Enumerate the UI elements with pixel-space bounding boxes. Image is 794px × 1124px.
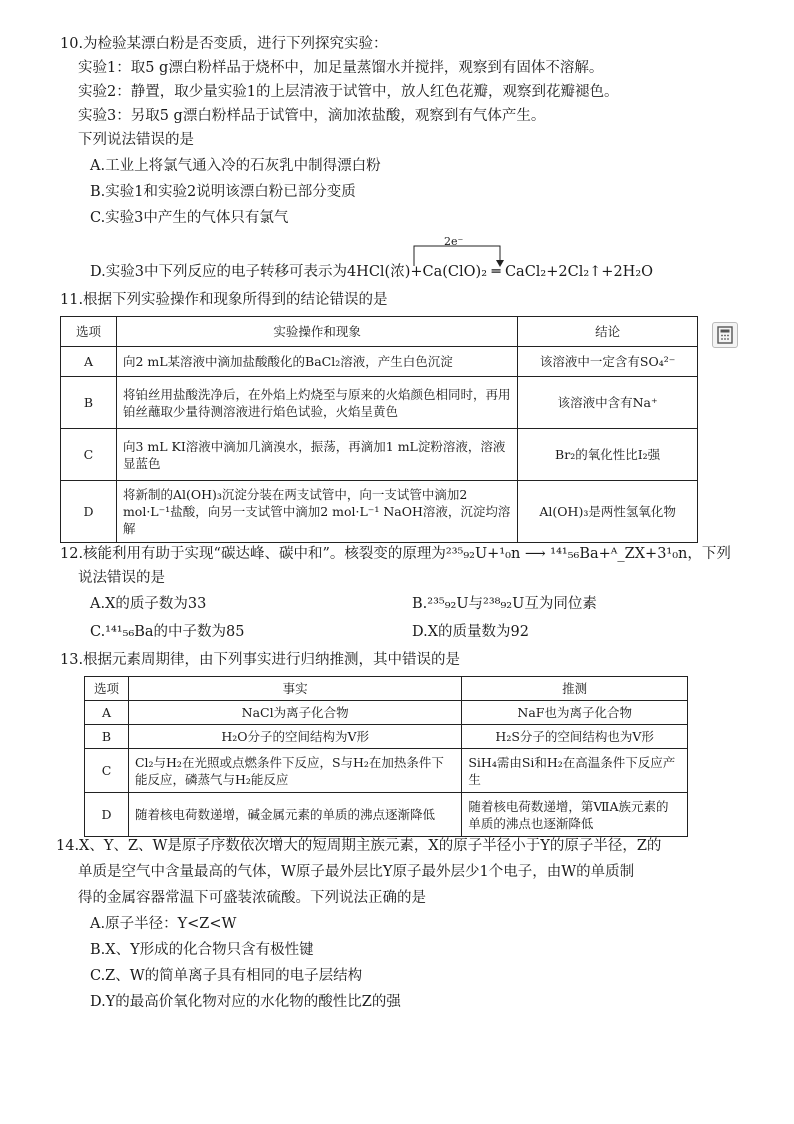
- q12-option-a: A.X的质子数为33: [90, 596, 207, 612]
- q10-exp3: 实验3：另取5 g漂白粉样品于试管中，滴加浓盐酸，观察到有气体产生。: [78, 108, 546, 124]
- q13-header-fact: 事实: [128, 677, 461, 701]
- q11-header-conclusion: 结论: [518, 317, 698, 347]
- q13-row-c-fact: Cl₂与H₂在光照或点燃条件下反应，S与H₂在加热条件下能反应，磷蒸气与H₂能反应: [128, 749, 461, 793]
- q11-row-b-conclusion: 该溶液中含有Na⁺: [518, 377, 698, 429]
- q14-option-a: A.原子半径：Y<Z<W: [90, 916, 237, 932]
- q13-row-d-fact: 随着核电荷数递增，碱金属元素的单质的沸点逐渐降低: [128, 793, 461, 837]
- q13-row-d-guess: 随着核电荷数递增，第ⅦA族元素的单质的沸点也逐渐降低: [462, 793, 688, 837]
- q14-option-c: C.Z、W的简单离子具有相同的电子层结构: [90, 968, 363, 984]
- q13-row-b-fact: H₂O分子的空间结构为V形: [128, 725, 461, 749]
- q10-option-b: B.实验1和实验2说明该漂白粉已部分变质: [90, 184, 356, 200]
- q14-stem-line3: 得的金属容器常温下可盛装浓硫酸。下列说法正确的是: [78, 890, 426, 906]
- table-row: [61, 429, 698, 481]
- q13-stem: 13.根据元素周期律，由下列事实进行归纳推测，其中错误的是: [60, 652, 461, 668]
- q12-option-d: D.X的质量数为92: [412, 624, 529, 640]
- q14-option-d: D.Y的最高价氧化物对应的水化物的酸性比Z的强: [90, 994, 401, 1010]
- q10-exp1: 实验1：取5 g漂白粉样品于烧杯中，加足量蒸馏水并搅拌，观察到有固体不溶解。: [78, 60, 604, 76]
- table-row: [85, 701, 688, 725]
- q11-row-a-conclusion: 该溶液中一定含有SO₄²⁻: [518, 347, 698, 377]
- q11-row-d-conclusion: Al(OH)₃是两性氢氧化物: [518, 481, 698, 543]
- q10-option-d: [90, 262, 653, 282]
- q13-table-header: [85, 677, 688, 701]
- q10-stem: 10.为检验某漂白粉是否变质，进行下列探究实验：: [60, 36, 388, 52]
- q14-option-b: B.X、Y形成的化合物只含有极性键: [90, 942, 314, 958]
- q11-row-c-option: C: [61, 429, 117, 481]
- q12-stem-continued: 说法错误的是: [78, 570, 165, 586]
- q12-option-c: C.¹⁴¹₅₆Ba的中子数为85: [90, 624, 245, 640]
- q11-row-a-option: A: [61, 347, 117, 377]
- q13-row-b-option: B: [85, 725, 129, 749]
- q13-table: [84, 676, 688, 837]
- q13-row-a-option: A: [85, 701, 129, 725]
- q10-option-a: A.工业上将氯气通入冷的石灰乳中制得漂白粉: [90, 158, 381, 174]
- q14-stem-line2: 单质是空气中含量最高的气体，W原子最外层比Y原子最外层少1个电子，由W的单质制: [78, 864, 635, 880]
- q11-row-b-operation: 将铂丝用盐酸洗净后，在外焰上灼烧至与原来的火焰颜色相同时，再用铂丝蘸取少量待测溶液进行焰色试验，火焰呈黄色: [116, 377, 517, 429]
- q11-row-d-option: D: [61, 481, 117, 543]
- q11-table: [60, 316, 698, 543]
- table-row: [85, 725, 688, 749]
- q13-header-option: 选项: [85, 677, 129, 701]
- table-row: [61, 347, 698, 377]
- q13-header-guess: 推测: [462, 677, 688, 701]
- q11-row-b-option: B: [61, 377, 117, 429]
- q13-row-c-guess: SiH₄需由Si和H₂在高温条件下反应产生: [462, 749, 688, 793]
- q13-row-c-option: C: [85, 749, 129, 793]
- q10-exp2: 实验2：静置，取少量实验1的上层清液于试管中，放人红色花瓣，观察到花瓣褪色。: [78, 84, 619, 100]
- q11-row-a-operation: 向2 mL某溶液中滴加盐酸酸化的BaCl₂溶液，产生白色沉淀: [116, 347, 517, 377]
- calculator-icon[interactable]: [712, 322, 738, 348]
- q13-row-a-fact: NaCl为离子化合物: [128, 701, 461, 725]
- q12-stem: 12.核能利用有助于实现“碳达峰、碳中和”。核裂变的原理为²³⁵₉₂U+¹₀n ⟶ ¹⁴¹₅₆Ba+ᴬ_ZX+3¹₀n，下列: [60, 546, 731, 562]
- q13-row-b-guess: H₂S分子的空间结构也为V形: [462, 725, 688, 749]
- q13-row-d-option: D: [85, 793, 129, 837]
- table-row: [61, 481, 698, 543]
- q11-header-option: 选项: [61, 317, 117, 347]
- q11-header-operation: 实验操作和现象: [116, 317, 517, 347]
- q10-ask: 下列说法错误的是: [78, 132, 194, 148]
- table-row: [85, 749, 688, 793]
- table-row: [61, 377, 698, 429]
- q11-row-c-operation: 向3 mL KI溶液中滴加几滴溴水，振荡，再滴加1 mL淀粉溶液，溶液显蓝色: [116, 429, 517, 481]
- electron-transfer-label: 2e⁻: [444, 235, 464, 248]
- q13-row-a-guess: NaF也为离子化合物: [462, 701, 688, 725]
- q14-stem-line1: 14.X、Y、Z、W是原子序数依次增大的短周期主族元素，X的原子半径小于Y的原子半径，Z的: [56, 838, 662, 854]
- q11-stem: 11.根据下列实验操作和现象所得到的结论错误的是: [60, 292, 388, 308]
- q12-option-b: B.²³⁵₉₂U与²³⁸₉₂U互为同位素: [412, 596, 597, 612]
- q10-option-d-equation: 4HCl(浓)+Ca(ClO)₂ ═ CaCl₂+2Cl₂↑+2H₂O: [346, 264, 654, 280]
- q10-option-c: C.实验3中产生的气体只有氯气: [90, 210, 289, 226]
- q11-row-c-conclusion: Br₂的氧化性比I₂强: [518, 429, 698, 481]
- q11-row-d-operation: 将新制的Al(OH)₃沉淀分装在两支试管中，向一支试管中滴加2 mol·L⁻¹盐酸，向另一支试管中滴加2 mol·L⁻¹ NaOH溶液，沉淀均溶解: [116, 481, 517, 543]
- q10-option-d-prefix: D.实验3中下列反应的电子转移可表示为: [90, 264, 347, 280]
- table-row: [85, 793, 688, 837]
- q11-table-header: [61, 317, 698, 347]
